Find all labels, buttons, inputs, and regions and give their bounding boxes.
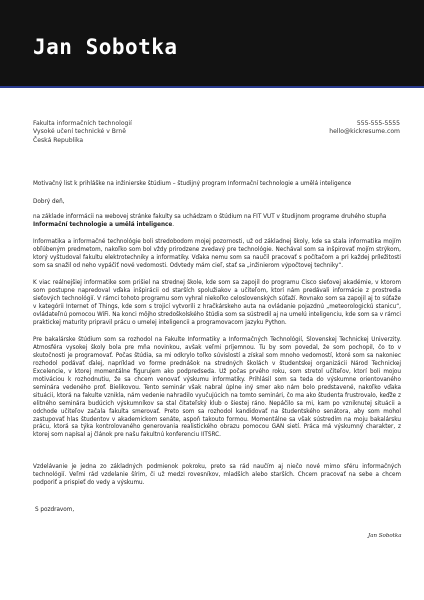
recipient-university: Vysoké učení technické v Brně (33, 128, 126, 136)
letter-greeting: Dobrý deň, (33, 199, 65, 205)
paragraph-bachelor: Pre bakalárske štúdium som sa rozhodol na Fakulte Informatiky a Informačných Technológií, Slovenskej Technickej Univerzity. Atmosféra vysokej školy bola pre mňa novinkou, avšak veľmi príjemnou. Tu by som povedal, že som pochopil, čo to v skutočnosti je programovať. Počas štúdia, sa mi odkrylo toľko súvislostí a získal som mnoho vedomostí, ktoré som sa nakoniec rozhodol podávať ďalej, napríklad vo forme prednášok na stredných školách v študentskej organizácii Národ Technickej Excelencie, v ktorej momentálne figurujem ako podpredseda. Už počas prvého roku, som stretol učiteľov, ktorí boli mojou motiváciou k rozhodnutiu, že sa chcem venovať výskumu informatiky. Prihlásil som sa teda do výskumne orientovaného seminára vedeného prof. Bielikovou. Tento seminár však nabral úplne iný smer ako nám bolo predstavené, nakoľko vďaka situácii, ktorá na fakulte vznikla, nám vedenie nahradilo vyučujúcich na tomto seminári, čo ma ako študenta frustrovalo, keďže z elitného seminára budúcich výskumníkov sa stal čitateľský klub o šiestej ráno. Nepáčilo sa mi, kam po vzniknutej situácii a odchode učiteľov začala fakulta smerovať. Preto som sa rozhodol kandidovať na študentského senátora, aby som mohol zastupovať hlas študentov v akademickom senáte, aspoň takouto formou. Momentálne sa však sústredím na moju bakalársku prácu, ktorá sa týka kontrolovaného generovania realistického obrazu pomocou GAN sietí. Práca má výskumný charakter, z ktorej som napísal aj článok pre našu fakultnú konferenciu IITSRC. (33, 337, 401, 439)
email-address: hello@kickresume.com (329, 128, 400, 136)
letter-closing: S pozdravom, (35, 507, 75, 513)
paragraph-high-school: K viac reálnejšiej informatike som prišiel na strednej škole, kde som sa zapojil do programu Cisco sieťovej akadémie, v ktorom som postupne napredoval vďaka inšpirácii od starších spolužiakov a učiteľom, ktorí nám predávali informácie z prostredia sieťových technológií. V rámci tohoto programu som vyhral niekoľko celoslovenských súťaží. Rovnako som sa zapojil aj to súťaže v kategórii Internet of Things, kde som s trojicí vytvorili z hračkárskeho auta na ovládanie pojazdnú „meteorologickú stanicu“, ovládateľnú pomocou WiFi. Na konci môjho stredoškolského štúdia som sa sústredil aj na umelú inteligenciu, kde som sa v rámci praktickej maturity pripravil prácu o umelej inteligencii a programovacom jazyku Python. (33, 280, 401, 326)
intro-text: na základe informácii na webovej stránke fakulty sa uchádzam o štúdium na FIT VUT v študijnom programe druhého stupňa (33, 214, 387, 220)
signature: Jan Sobotka (368, 533, 402, 539)
paragraph-education: Vzdelávanie je jedna zo základných podmienok pokroku, preto sa rád naučím aj niečo nové mimo sféru informačných technológií. Veľmi rád vzdelanie šírim, či už medzi rovesníkov, mladších alebo starších. Chcem pracovať na sebe a chcem podporiť a prispieť do vedy a výskumu. (33, 464, 401, 486)
header-accent-line (0, 86, 424, 88)
recipient-faculty: Fakulta informačních technologií (33, 120, 132, 127)
recipient-address (33, 120, 132, 145)
paragraph-motivation: Informatika a informačné technológie boli stredobodom mojej pozornosti, už od základnej školy, kde sa stala informatika mojím obľúbeným predmetom, nakoľko som bol vždy prirodzene zvedavý pre technológie. Nechával som sa inšpirovať mojím strýkom, ktorý vyštudoval fakultu elektrotechniky a informatiky. Vďaka nemu som sa naučil pracovať s počítačom a pri každej príležitosti som sa snažil od neho vypáčiť nové vedomosti. Odvtedy mám cieľ, stať sa „inžinierom výpočtovej techniky“. (33, 239, 401, 269)
contact-info (329, 120, 400, 137)
letter-subject: Motivačný list k prihláške na inžinierske štúdium – študijný program Informační technologie a umělá inteligence (33, 181, 352, 187)
phone-number: 555-555-5555 (356, 120, 400, 127)
applicant-name: Jan Sobotka (33, 35, 178, 59)
letter-intro (33, 214, 401, 230)
program-name: Informační technologie a umělá inteligence (33, 221, 173, 228)
header-banner (0, 0, 424, 86)
intro-end: . (172, 221, 175, 228)
recipient-country: Česká Republika (33, 136, 84, 144)
